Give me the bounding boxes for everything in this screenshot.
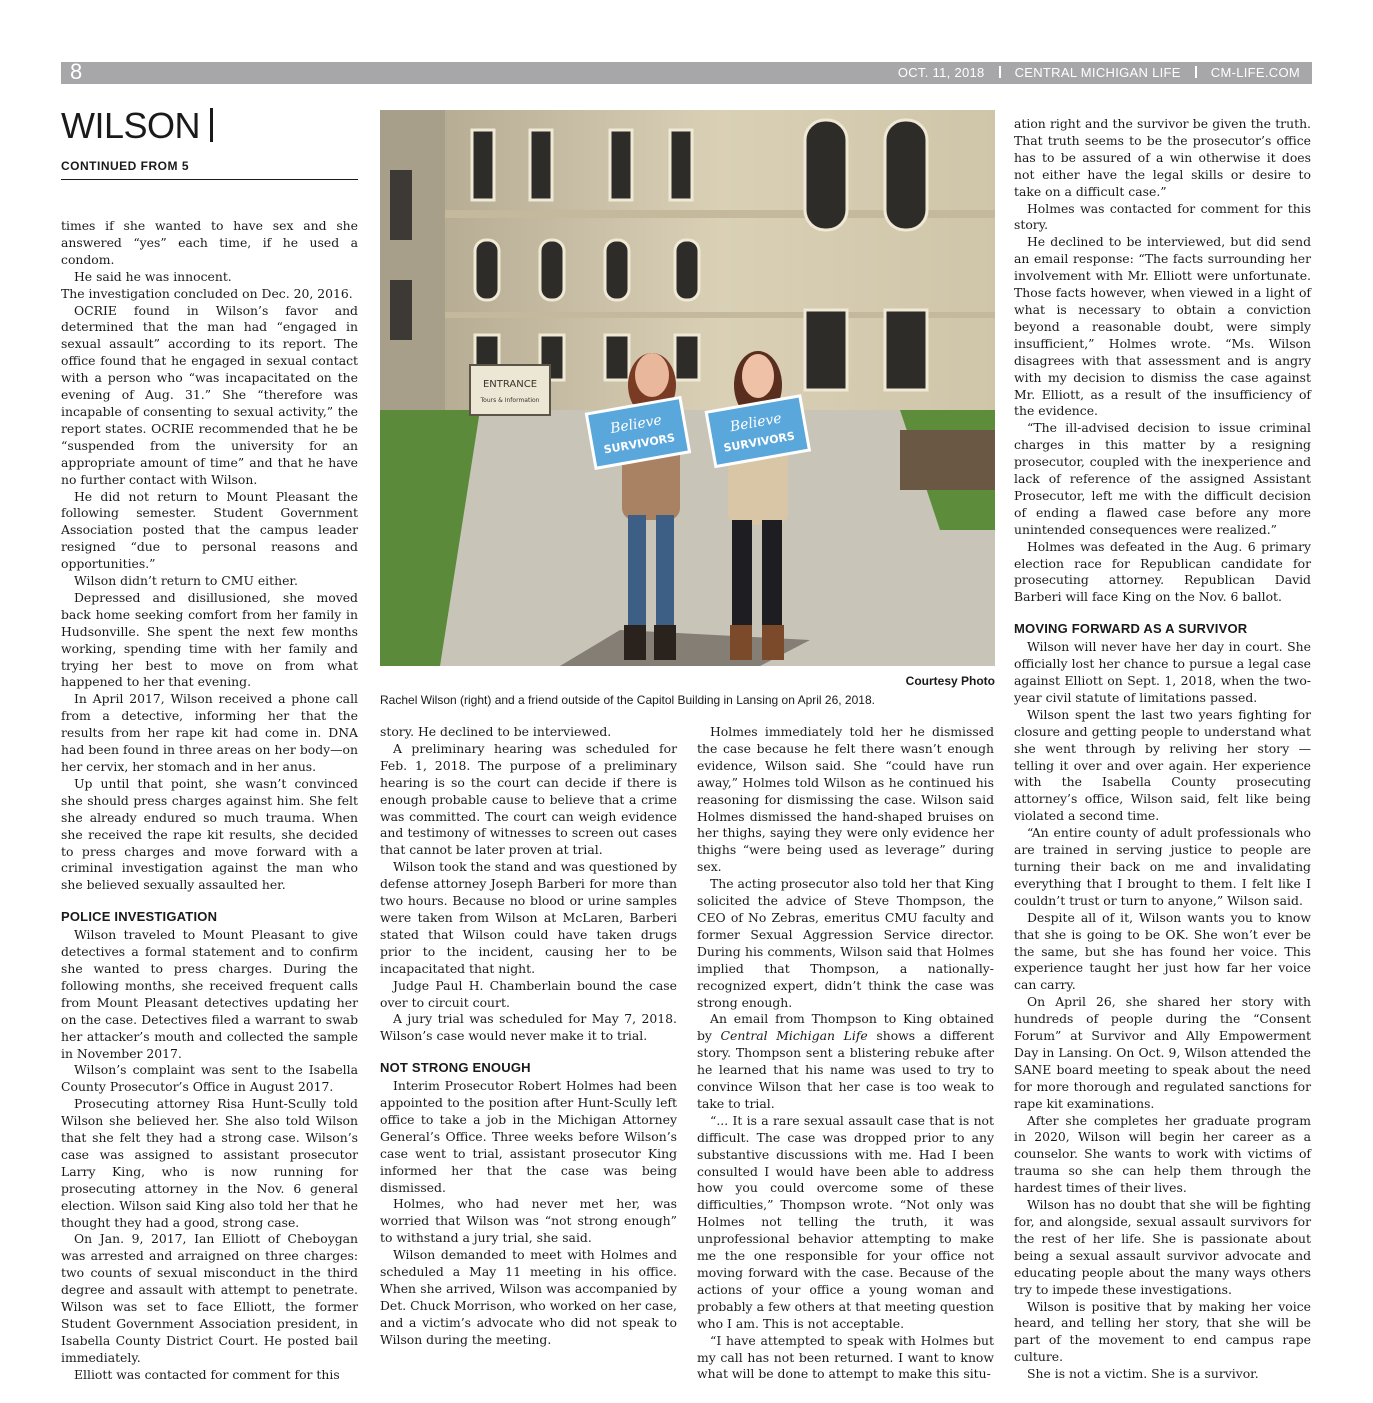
publication-name: CENTRAL MICHIGAN LIFE (1014, 65, 1181, 80)
photo-illustration (380, 110, 995, 666)
sign-line-2: SURVIVORS (602, 431, 676, 457)
paragraph: Wilson will never have her day in court. She officially lost her chance to pursue a legal case against Elliott on Sept. 1, 2018, when the two-year civil statute of limitations passed. (1014, 639, 1311, 705)
paragraph: She is not a victim. She is a survivor. (1027, 1366, 1259, 1382)
paragraph (697, 1011, 994, 1112)
paragraph: On Jan. 9, 2017, Ian Elliott of Cheboygan was arrested and arraigned on three charges: two counts of sexual misconduct in the third degree and assault with attempt to penetrate. Wilson was set to face Elliott, the former Student Government Association president, in Isabella County District Court. He posted bail immediately. (61, 1231, 358, 1365)
paragraph: Holmes was contacted for comment for this story. (1014, 200, 1311, 233)
paragraph: Wilson took the stand and was questioned by defense attorney Joseph Barberi for more than two hours. Because no blood or urine samples were taken from Wilson at McLaren, Barberi stated that Wilson could have taken drugs prior to the incident, causing her to be incapacitated that night. (380, 859, 677, 976)
paragraph: Wilson’s complaint was sent to the Isabella County Prosecutor’s Office in August 2017. (61, 1062, 358, 1095)
header-separator (1195, 66, 1197, 78)
entrance-sign-text: ENTRANCE (482, 379, 538, 390)
entrance-sign-subtext: Tours & Information (480, 397, 540, 404)
paragraph: Holmes immediately told her he dismissed the case because he felt there wasn’t enough evidence, Wilson said. She “could have run away,” Holmes told Wilson as he continued his reasoning for dismissing the case. Wilson said Holmes dismissed the hand-shaped bruises on her thighs, saying they were only evidence her thighs “were being used as leverage” during sex. (697, 724, 994, 875)
paragraph: He declined to be interviewed, but did send an email response: “The facts surrounding her involvement with Mr. Elliott were unfortunate. Those facts however, when viewed in a light of what is necessary to obtain a conviction beyond a reasonable doubt, were simply insufficient,” Holmes wrote. “Ms. Wilson disagrees with that assessment and is angry with my decision to dismiss the case against Mr. Elliott, as a result of the insufficiency of the evidence. (1014, 234, 1311, 419)
paragraph: In April 2017, Wilson received a phone call from a detective, informing her that the results from her rape kit had come in. DNA had been found in three areas on her body—on her cervix, her stomach and in her anus. (61, 691, 358, 774)
subhead-not-strong-enough: NOT STRONG ENOUGH (380, 1060, 531, 1076)
headline-rule (61, 179, 358, 180)
headline-text: WILSON (61, 105, 201, 146)
paragraph: Judge Paul H. Chamberlain bound the case over to circuit court. (380, 977, 677, 1010)
paragraph: The investigation concluded on Dec. 20, 2016. (61, 285, 353, 301)
website-link[interactable]: CM-LIFE.COM (1210, 65, 1300, 80)
article-column-2 (380, 724, 677, 1347)
paragraph-text: shows a different story. Thompson sent a blistering rebuke after he learned that his name was used to try to convince Wilson that her case is too weak to take to trial. (697, 1028, 994, 1111)
article-column-1 (61, 218, 358, 1382)
article-column-3 (697, 724, 994, 1382)
paragraph: Interim Prosecutor Robert Holmes had been appointed to the position after Hunt-Scully left office to take a job in the Michigan Attorney General’s Office. Three weeks before Wilson’s case went to trial, assistant prosecutor King informed her that the case was being dismissed. (380, 1078, 677, 1195)
headline-bar (210, 108, 213, 142)
paragraph: times if she wanted to have sex and she answered “yes” each time, if he used a condom. (61, 218, 358, 267)
paragraph: Elliott was contacted for comment for this (74, 1366, 340, 1382)
story-headline (61, 104, 213, 148)
issue-date: OCT. 11, 2018 (897, 65, 985, 80)
paragraph: Wilson is positive that by making her voice heard, and telling her story, that she will be part of the movement to end campus rape culture. (1014, 1298, 1311, 1365)
page-number: 8 (70, 59, 83, 84)
subhead-police-investigation: POLICE INVESTIGATION (61, 909, 218, 925)
paragraph: OCRIE found in Wilson’s favor and determined that the man had “engaged in sexual assault” according to its report. The office found that he engaged in sexual contact with a person who “was incapacitated on the evening of Aug. 31.” She “therefore was incapable of consenting to sexual activity,” the report states. OCRIE recommended that he be “suspended from the university for an appropriate amount of time” and that he have no further contact with Wilson. (61, 302, 358, 487)
paragraph: Prosecuting attorney Risa Hunt-Scully told Wilson she believed her. She also told Wilson that she felt they had a strong case. Wilson’s case was assigned to assistant prosecutor Larry King, who is now running for prosecuting attorney in the Nov. 6 general election. Wilson said King also told her that he thought they had a good, strong case. (61, 1096, 358, 1230)
capitol-photo (380, 110, 995, 666)
paragraph: story. He declined to be interviewed. (380, 724, 612, 739)
paragraph: Wilson spent the last two years fighting for closure and getting people to understand what she went through by reliving her story — telling it over and over again. Her experience with the Isabella County prosecuting attorney’s office, Wilson said, felt like being violated a second time. (1014, 706, 1311, 824)
paragraph: The acting prosecutor also told her that King solicited the advice of Steve Thompson, the CEO of No Zebras, emeritus CMU faculty and former Sexual Aggression Service director. During his comments, Wilson said that Holmes implied that Thompson, a nationally-recognized expert, didn’t think the case was strong enough. (697, 876, 994, 1010)
masthead (898, 65, 1300, 80)
paragraph: A preliminary hearing was scheduled for Feb. 1, 2018. The purpose of a preliminary hearing is so the court can decide if there is enough probable cause to believe that a crime was committed. The court can weigh evidence and testimony of witnesses to screen out cases that cannot be later proven at trial. (380, 740, 677, 858)
subhead-moving-forward: MOVING FORWARD AS A SURVIVOR (1014, 621, 1248, 637)
paragraph: Holmes, who had never met her, was worried that Wilson was “not strong enough” to withstand a jury trial, she said. (380, 1196, 677, 1246)
paragraph: “... It is a rare sexual assault case that is not difficult. The case was dropped prior to any substantive discussions with me. Had I been consulted I would have been able to address how you could overcome some of these difficulties,” Thompson wrote. “Not only was Holmes not telling the truth, it was unprofessional behavior attempting to make me the one responsible for your office not moving forward with the case. Because of the actions of your office a young woman and probably a few others at that meeting question who I am. This is not acceptable. (697, 1112, 994, 1331)
paragraph: Wilson didn’t return to CMU either. (74, 573, 298, 589)
paragraph: After she completes her graduate program in 2020, Wilson will begin her career as a counselor. She wants to work with victims of trauma so she can help them through the hardest times of their lives. (1014, 1112, 1311, 1196)
paragraph: ation right and the survivor be given the truth. That truth seems to be the prosecutor’s office has to be assured of a win otherwise it does not either have the legal skills or desire to take on a difficult case.” (1014, 116, 1311, 199)
paragraph: Despite all of it, Wilson wants you to know that she is going to be OK. She won’t ever be the same, but she has found her voice. This experience taught her just how far her voice can carry. (1014, 909, 1311, 993)
paragraph: Wilson has no doubt that she will be fighting for, and alongside, sexual assault survivors for the rest of her life. She is passionate about being a sexual assault survivor advocate and educating people about the many ways others try to impede these investigations. (1014, 1197, 1311, 1297)
page-header-bar (61, 59, 1312, 84)
photo-credit: Courtesy Photo (905, 674, 995, 688)
jump-line: CONTINUED FROM 5 (61, 159, 189, 173)
article-column-4 (1014, 116, 1311, 1382)
sign-line-1: Believe (728, 410, 783, 436)
paragraph: Depressed and disillusioned, she moved back home seeking comfort from her family in Hudsonville. She spent the next few months working, spending time with her family and trying her best to move on from what happened to her that evening. (61, 589, 358, 690)
paragraph: A jury trial was scheduled for May 7, 2018. Wilson’s case would never make it to trial. (380, 1011, 677, 1044)
sign-line-2: SURVIVORS (722, 429, 796, 455)
publication-reference: Central Michigan Life (720, 1028, 868, 1044)
paragraph: “The ill-advised decision to issue criminal charges in this matter by a resigning prosecutor, coupled with the inexperience and lack of reference of the assigned Assistant Prosecutor, left me with the difficult decision of ending a flawed case before any more unintended consequences were realized.” (1014, 420, 1311, 537)
paragraph: “An entire county of adult professionals who are trained in serving justice to people are turning their back on me and invalidating everything that I brought to them. I felt like I couldn’t trust or turn to anyone,” Wilson said. (1014, 825, 1311, 908)
header-separator (999, 66, 1001, 78)
paragraph: On April 26, she shared her story with hundreds of people during the “Consent Forum” at Survivor and Ally Empowerment Day in Lansing. On Oct. 9, Wilson attended the SANE board meeting to speak about the need for more thorough and regulated sanctions for rape kit examinations. (1014, 994, 1311, 1111)
paragraph: He said he was innocent. (74, 268, 232, 284)
sign-line-1: Believe (609, 412, 664, 438)
paragraph: Wilson demanded to meet with Holmes and scheduled a May 11 meeting in his office. When she arrived, Wilson was accompanied by Det. Chuck Morrison, who worked on her case, and a victim’s advocate who did not speak to Wilson during the meeting. (380, 1247, 677, 1347)
photo-caption: Rachel Wilson (right) and a friend outside of the Capitol Building in Lansing on April 26, 2018. (380, 693, 875, 707)
paragraph: Up until that point, she wasn’t convinced she should press charges against him. She felt she already endured so much trauma. When she received the rape kit results, she decided to press charges and move forward with a criminal investigation against the man who she believed sexually assaulted her. (61, 775, 358, 893)
paragraph: Wilson traveled to Mount Pleasant to give detectives a formal statement and to confirm she wanted to press charges. During the following months, she received frequent calls from Mount Pleasant detectives updating her on the case. Detectives filed a warrant to swab her attacker’s mouth and collected the sample in November 2017. (61, 927, 358, 1061)
paragraph: He did not return to Mount Pleasant the following semester. Student Government Association posted that the campus leader resigned “due to personal reasons and opportunities.” (61, 488, 358, 572)
paragraph: “I have attempted to speak with Holmes but my call has not been returned. I want to know what will be done to attempt to make this situ- (697, 1332, 994, 1382)
paragraph-text: An email from Thompson to King obtained by (697, 1011, 994, 1044)
paragraph: Holmes was defeated in the Aug. 6 primary election race for Republican candidate for prosecuting attorney. Republican David Barberi will face King on the Nov. 6 ballot. (1014, 538, 1311, 605)
